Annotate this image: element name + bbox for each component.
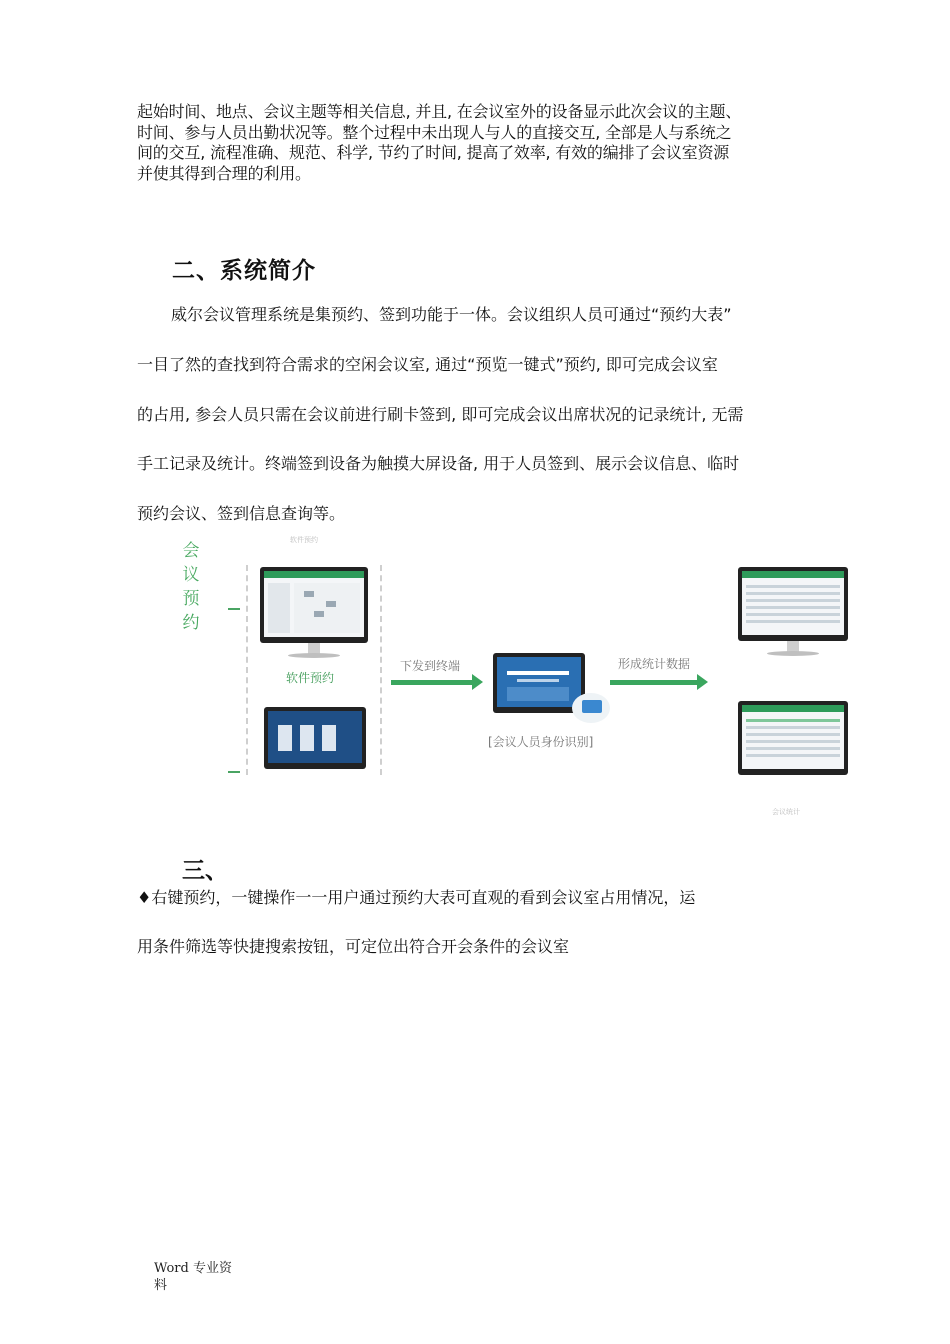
paragraph-line: 的占用, 参会人员只需在会议前进行刷卡签到, 即可完成会议出席状况的记录统计, 无需: [137, 405, 744, 424]
meeting-booking-flow-figure: [170, 535, 860, 825]
send-to-terminal-caption: 下发到终端: [400, 659, 461, 673]
vertical-label-char: 约: [182, 613, 200, 633]
software-booking-caption: 软件预约: [286, 671, 335, 685]
section-heading-system-intro: 二、系统简介: [172, 258, 316, 284]
paragraph-line: 预约会议、签到信息查询等。: [137, 504, 346, 523]
sign-in-terminal: [493, 653, 585, 713]
intro-line: 并使其得到合理的利用。: [137, 163, 311, 183]
statistics-report-screen: [738, 701, 848, 775]
feature-right-click-booking: ♦右键预约，一键操作一一用户通过预约大表可直观的看到会议室占用情况，运: [137, 888, 696, 907]
dashed-divider: [380, 565, 382, 775]
arrow-right-icon: [391, 680, 473, 685]
card-swipe-icon: [572, 693, 610, 723]
vertical-label-char: 预: [182, 589, 200, 609]
figure-tiny-caption-bottom: 会议统计: [772, 808, 800, 816]
figure-tiny-caption-top: 软件预约: [290, 536, 318, 544]
arrow-right-icon: [610, 680, 698, 685]
paragraph-line: 手工记录及统计。终端签到设备为触摸大屏设备, 用于人员签到、展示会议信息、临时: [137, 454, 740, 473]
feature-line-continued: 用条件筛选等快捷搜索按钮，可定位出符合开会条件的会议室: [137, 937, 570, 956]
generate-statistics-caption: 形成统计数据: [618, 657, 691, 671]
paragraph-line: 一目了然的查找到符合需求的空闲会议室, 通过“预览一键式”预约, 即可完成会议室: [137, 355, 718, 374]
vertical-label: [180, 539, 202, 635]
paragraph-line: 威尔会议管理系统是集预约、签到功能于一体。会议组织人员可通过“预约大表”: [171, 305, 732, 324]
touch-terminal-device: [264, 707, 366, 769]
intro-line: 起始时间、地点、会议主题等相关信息, 并且, 在会议室外的设备显示此次会议的主题、: [137, 102, 742, 121]
intro-paragraph: [137, 102, 827, 184]
section-heading-three: 三、: [182, 858, 228, 884]
bracket-tick: [228, 771, 240, 773]
identity-recognition-caption: [会议人员身份识别]: [488, 735, 594, 749]
vertical-label-char: 议: [182, 565, 200, 585]
vertical-label-char: 会: [182, 541, 200, 561]
bracket-tick: [228, 608, 240, 610]
dashed-divider: [246, 565, 248, 775]
intro-line: 间的交互, 流程准确、规范、科学, 节约了时间, 提高了效率, 有效的编排了会议室资源: [137, 143, 730, 162]
intro-line: 时间、参与人员出勤状况等。整个过程中未出现人与人的直接交互, 全部是人与系统之: [137, 122, 732, 142]
footer-label: Word 专业资料: [154, 1261, 232, 1293]
